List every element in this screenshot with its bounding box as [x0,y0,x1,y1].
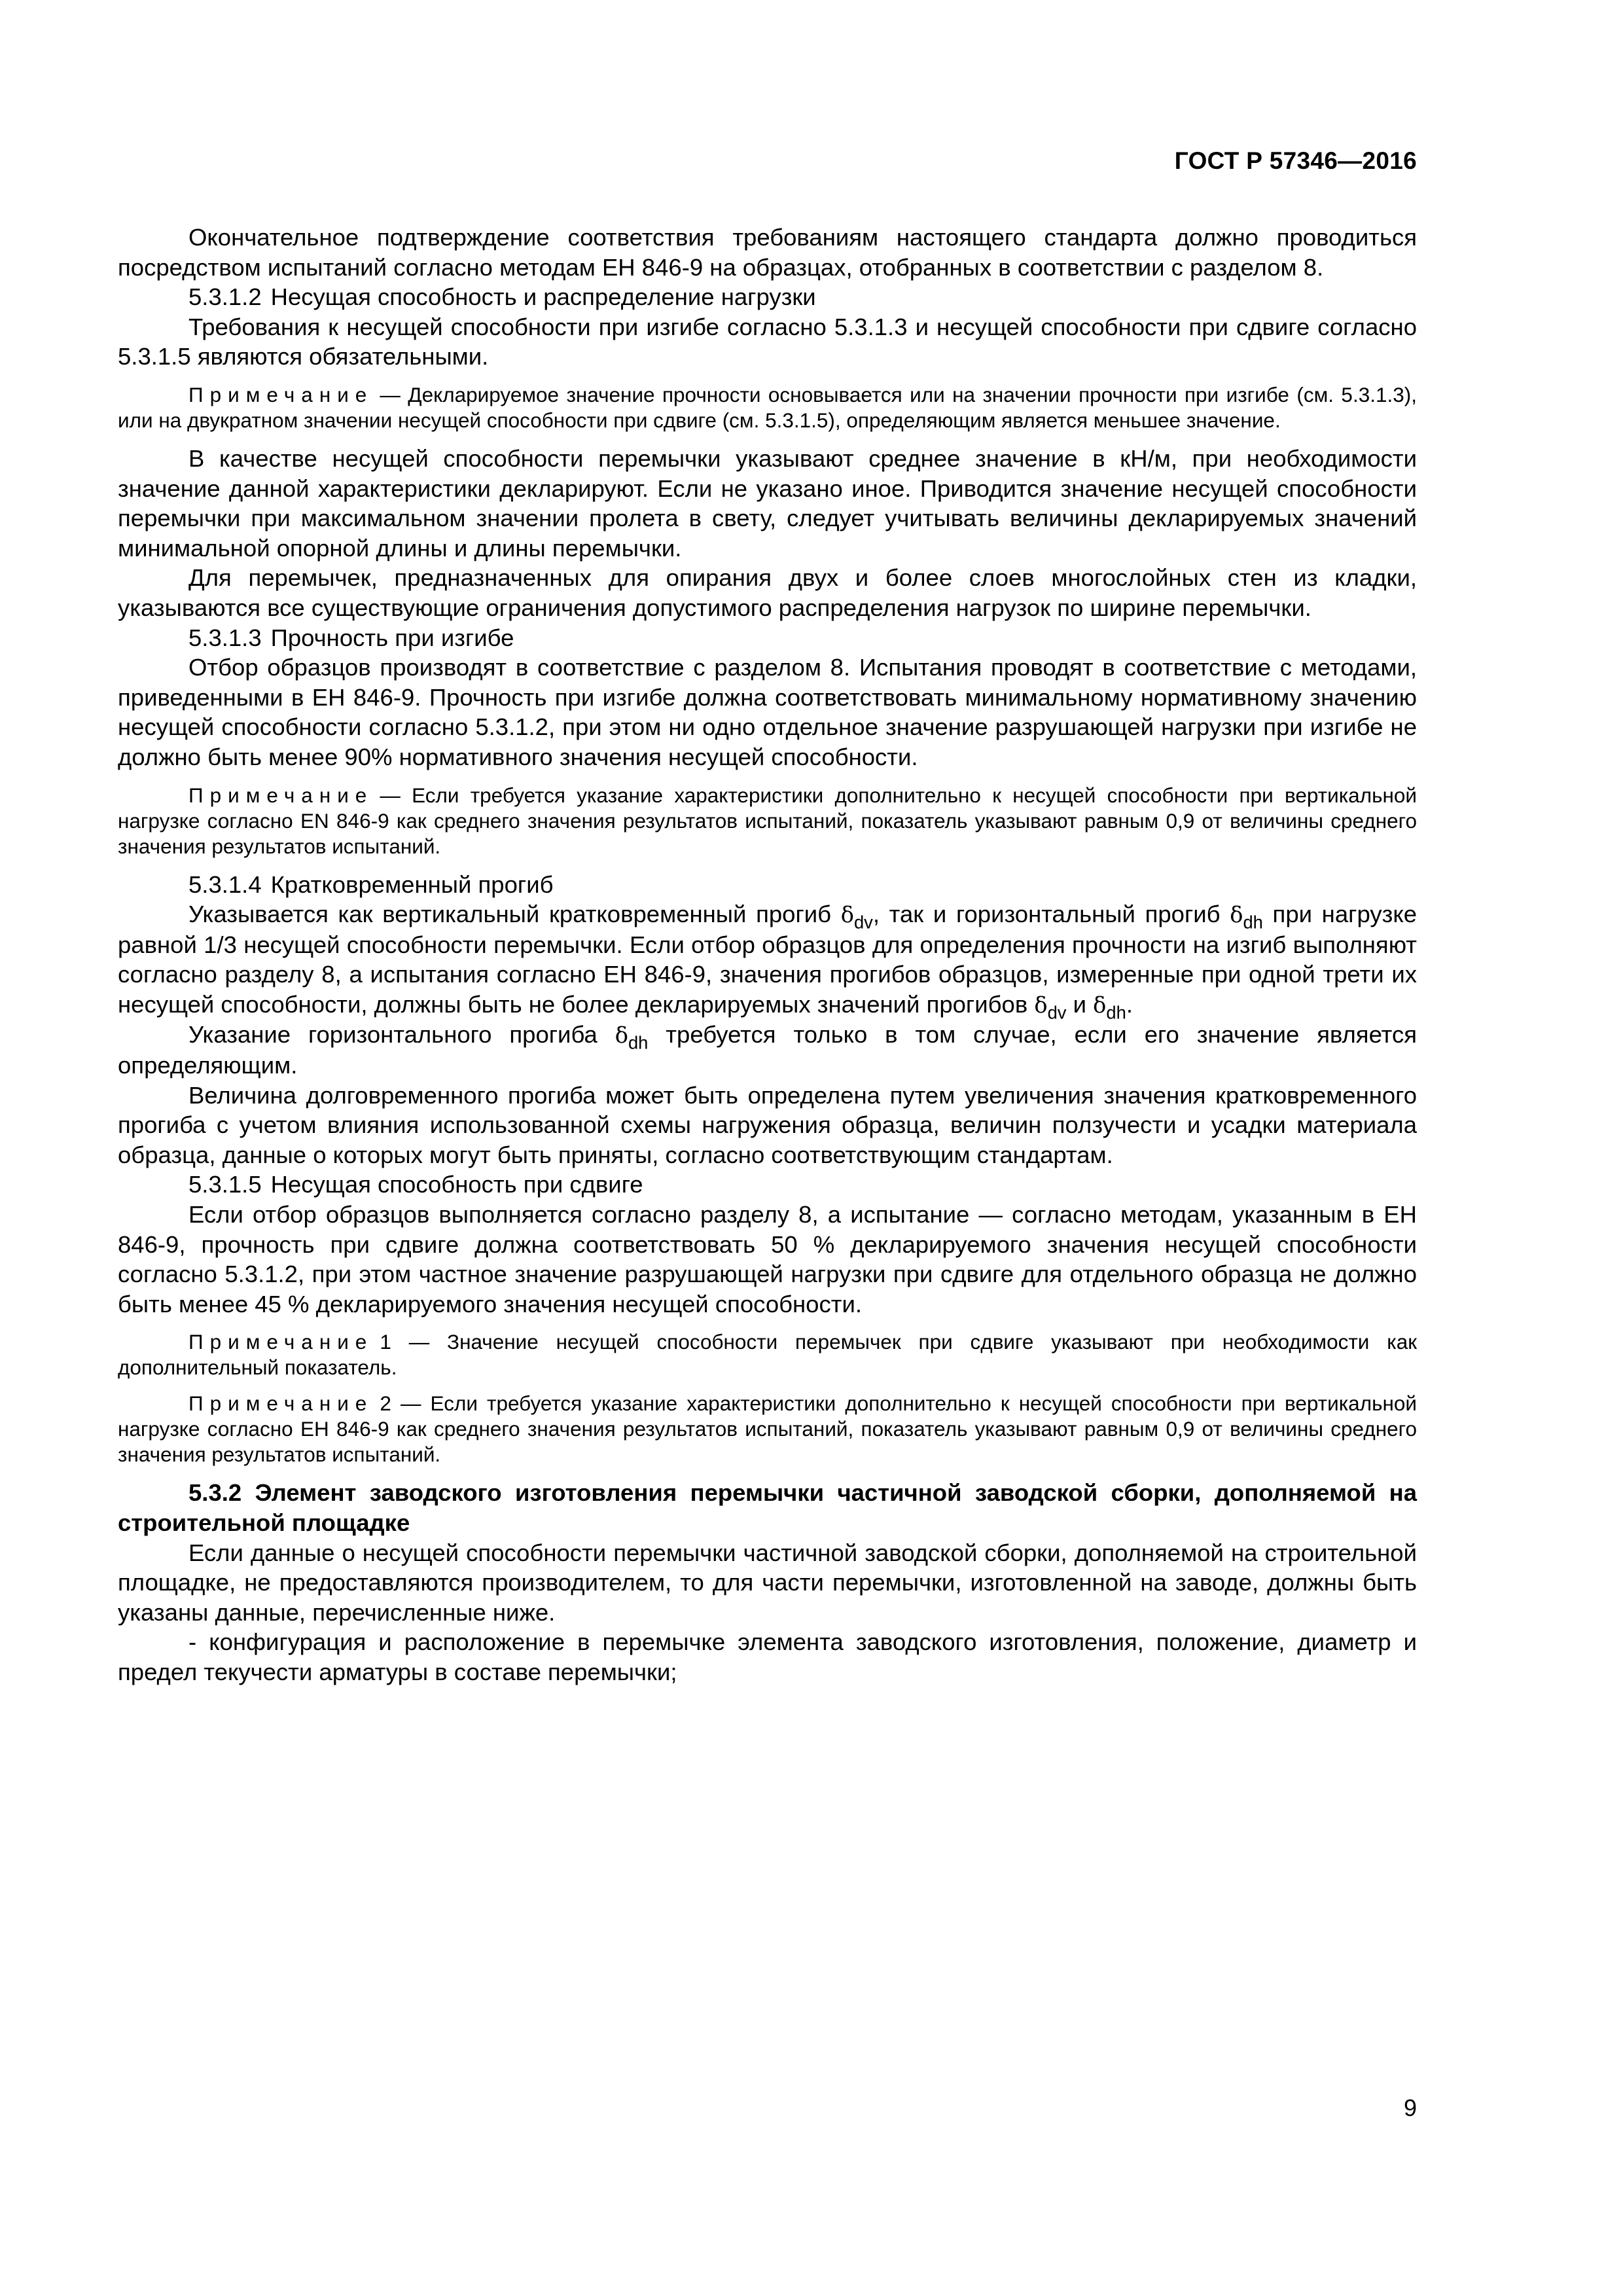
paragraph-horizontal-deflection [118,1020,1417,1080]
delta-symbol: δ [1230,902,1243,928]
subscript-dh: dh [628,1033,649,1054]
section-5-3-2-heading: 5.3.2 Элемент заводского изготовления перемычки частичной заводской сборки, дополняемой на строительной площадке [118,1479,1417,1536]
section-title: Несущая способность и распределение нагрузки [270,283,816,311]
delta-symbol: δ [840,902,854,928]
section-number: 5.3.1.5 [188,1171,262,1198]
document-code: ГОСТ Р 57346—2016 [1174,147,1417,174]
section-title: Кратковременный прогиб [270,870,554,898]
delta-symbol: δ [1093,992,1107,1018]
section-5-3-1-2-heading [118,282,1417,312]
paragraph-deflection [118,899,1417,1023]
text-run: при нагрузке равной 1/3 несущей способности перемычки. Если отбор образцов для определения прочности на изгиб выполняют согласно разделу 8, а испытания согласно ЕН 846-9, значения прогибов образцов, измеренные при одной трети их несущей способности, должны быть не более декларируемых значений прогибов [118,901,1417,1018]
paragraph: Если отбор образцов выполняется согласно разделу 8, а испытание — согласно методам, указанным в ЕН 846-9, прочность при сдвиге должна соответствовать 50 % декларируемого значения несущей способности согласно 5.3.1.2, при этом частное значение разрушающей нагрузки при сдвиге для отдельного образца не должно быть менее 45 % декларируемого значения несущей способности. [118,1201,1417,1318]
note-label: Примечание [188,1391,374,1416]
text-run: и [1066,990,1094,1018]
text-run: , так и горизонтальный прогиб [872,901,1230,928]
delta-symbol: δ [615,1022,628,1049]
section-title: Несущая способность при сдвиге [270,1171,643,1198]
section-5-3-1-5-heading [118,1170,1417,1200]
subscript-dh: dh [1106,1002,1126,1023]
note-label: Примечание [188,1330,374,1354]
note [118,783,1417,859]
paragraph: Величина долговременного прогиба может быть определена путем увеличения значения кратковременного прогиба с учетом влияния использованной схемы нагружения образца, величин ползучести и усадки материала образца, данные о которых могут быть приняты, согласно соответствующим стандартам. [118,1081,1417,1168]
text-run: требуется только в том случае, если его значение является определяющим. [118,1021,1417,1079]
paragraph: Для перемычек, предназначенных для опирания двух и более слоев многослойных стен из кладки, указываются все существующие ограничения допустимого распределения нагрузок по ширине перемычки. [118,564,1417,621]
section-5-3-1-3-heading [118,623,1417,653]
section-number: 5.3.1.4 [188,870,262,898]
note-text: 2 — Если требуется указание характеристики дополнительно к несущей способности при вертикальной нагрузке согласно ЕН 846-9 как среднего значения результатов испытаний, показатель указывают равным 0,9 от величины среднего значения результатов испытаний. [118,1391,1417,1467]
note [118,1391,1417,1467]
section-number: 5.3.1.2 [188,283,262,311]
text-run: . [1126,990,1133,1018]
note-label: Примечание [188,382,374,406]
text-run: Указывается как вертикальный кратковременный прогиб [188,901,841,928]
section-number: 5.3.1.3 [188,624,262,651]
note [118,382,1417,433]
delta-symbol: δ [1034,992,1048,1018]
paragraph: Отбор образцов производят в соответствие с разделом 8. Испытания проводят в соответствие с методами, приведенными в ЕН 846-9. Прочность при изгибе должна соответствовать минимальному нормативному значению несущей способности согласно 5.3.1.2, при этом ни одно отдельное значение разрушающей нагрузки при изгибе не должно быть менее 90% нормативного значения несущей способности. [118,654,1417,770]
note-label: Примечание [188,783,374,807]
subscript-dv: dv [853,912,873,933]
note-text: — Декларируемое значение прочности основывается или на значении прочности при изгибе (см. 5.3.1.3), или на двукратном значении несущей способности при сдвиге (см. 5.3.1.5), определяющим является меньшее значение. [118,382,1417,432]
subscript-dh: dh [1243,912,1263,933]
note-text: 1 — Значение несущей способности перемычек при сдвиге указывают при необходимости как дополнительный показатель. [118,1330,1417,1380]
paragraph: Если данные о несущей способности перемычки частичной заводской сборки, дополняемой на строительной площадке, не предоставляются производителем, то для части перемычки, изготовленной на заводе, должны быть указаны данные, перечисленные ниже. [118,1539,1417,1626]
section-title: Прочность при изгибе [270,624,514,651]
note [118,1329,1417,1380]
document-body [118,223,1417,1687]
section-5-3-1-4-heading [118,870,1417,900]
paragraph: Окончательное подтверждение соответствия требованиям настоящего стандарта должно проводиться посредством испытаний согласно методам ЕН 846-9 на образцах, отобранных в соответствии с разделом 8. [118,224,1417,281]
subscript-dv: dv [1047,1002,1067,1023]
paragraph: В качестве несущей способности перемычки указывают среднее значение в кН/м, при необходимости значение данной характеристики декларируют. Если не указано иное. Приводится значение несущей способности перемычки при максимальном значении пролета в свету, следует учитывать величины декларируемых значений минимальной опорной длины и длины перемычки. [118,444,1417,562]
page-number: 9 [1403,2094,1417,2121]
text-run: Указание горизонтального прогиба [188,1021,615,1049]
list-item: - конфигурация и расположение в перемычке элемента заводского изготовления, положение, диаметр и предел текучести арматуры в составе перемычки; [118,1628,1417,1685]
note-text: — Если требуется указание характеристики дополнительно к несущей способности при вертикальной нагрузке согласно EN 846-9 как среднего значения результатов испытаний, показатель указывают равным 0,9 от величины среднего значения результатов испытаний. [118,783,1417,858]
paragraph: Требования к несущей способности при изгибе согласно 5.3.1.3 и несущей способности при сдвиге согласно 5.3.1.5 являются обязательными. [118,313,1417,370]
